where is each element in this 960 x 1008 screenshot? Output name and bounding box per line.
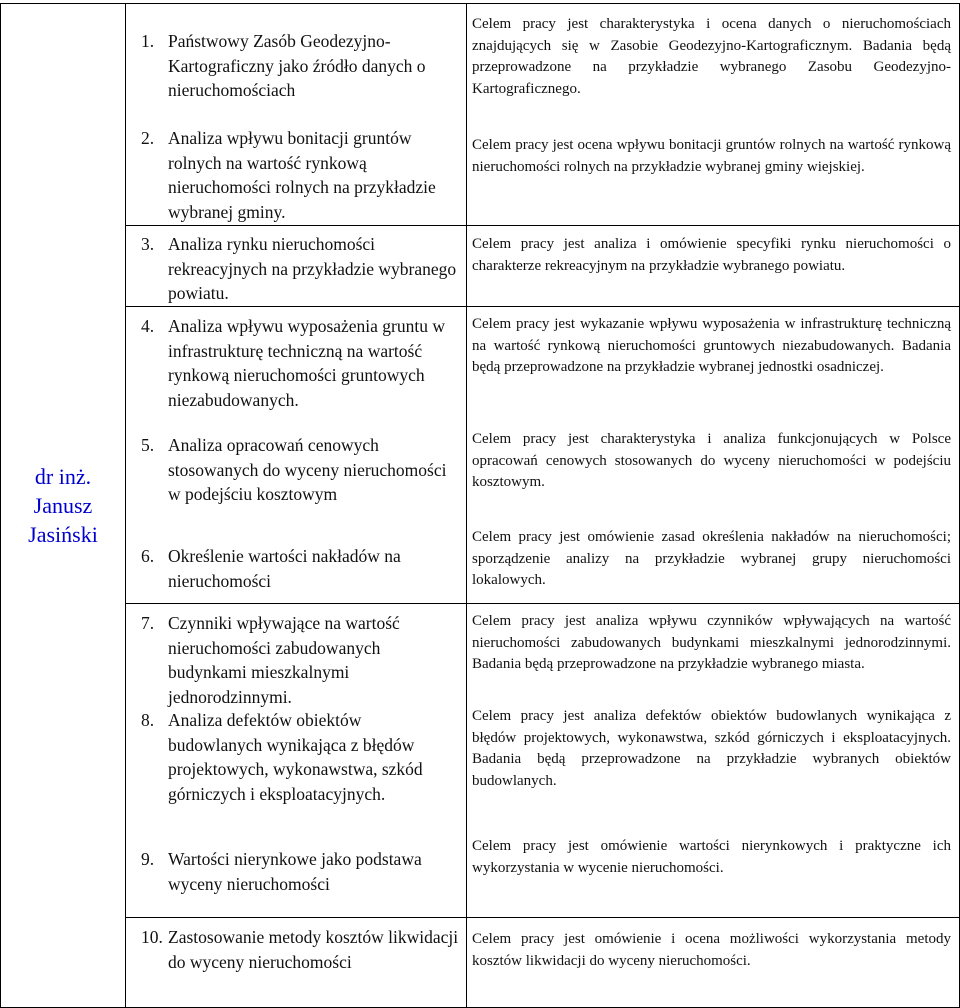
topic-number: 9.: [141, 849, 155, 869]
goal-item-9: Celem pracy jest omówienie wartości nierynkowych i praktyczne ich wykorzystania w wycenie nieruchomości.: [472, 838, 951, 876]
goal-item-4: Celem pracy jest wykazanie wpływu wyposażenia w infrastrukturę techniczną na wartość rynkową nieruchomości gruntowych niezabudowanych. Badania będą przeprowadzone na przykładzie wybranej jednostki osadniczej.: [472, 316, 951, 375]
goals-cell-4: [467, 604, 960, 918]
topic-item-10: [126, 925, 466, 974]
topic-title: Państwowy Zasób Geodezyjno-Kartograficzny jako źródło danych o nieruchomościach: [168, 31, 426, 100]
goal-item-1: Celem pracy jest charakterystyka i ocena danych o nieruchomościach znajdujących się w Zasobie Geodezyjno-Kartograficznym. Badania będą przeprowadzone na przykładzie wybranego Zasobu Geodezyjno-Kartograficznego.: [472, 16, 951, 97]
goal-item-7: Celem pracy jest analiza wpływu czynników wpływających na wartość nieruchomości zabudowanych budynkami mieszkalnymi jednorodzinnymi. Badania będą przeprowadzone na przykładzie wybranego miasta.: [472, 613, 951, 672]
goals-box: [467, 918, 959, 1007]
goals-cell-5: [467, 918, 960, 1008]
topic-title: Czynniki wpływające na wartość nieruchomości zabudowanych budynkami mieszkalnymi jednorodzinnymi.: [168, 613, 400, 707]
goal-item-8: Celem pracy jest analiza defektów obiektów budowlanych wynikająca z błędów projektowych, wykonawstwa, szkód górniczych i eksploatacyjnych. Badania będą przeprowadzone na przykładzie wybranych obiektów budowlanych.: [472, 708, 951, 789]
topic-number: 10.: [141, 927, 163, 947]
topic-number: 3.: [141, 234, 155, 254]
goals-cell-3: [467, 307, 960, 604]
goal-item-3: Celem pracy jest analiza i omówienie specyfiki rynku nieruchomości o charakterze rekreacyjnym na przykładzie wybranego powiatu.: [472, 236, 951, 274]
topic-title: Analiza opracowań cenowych stosowanych do wyceny nieruchomości w podejściu kosztowym: [168, 435, 447, 504]
goals-cell-1: [467, 4, 960, 226]
topic-title: Analiza wpływu wyposażenia gruntu w infrastrukturę techniczną na wartość rynkową nieruchomości gruntowych niezabudowanych.: [168, 316, 446, 410]
topic-title: Analiza wpływu bonitacji gruntów rolnych na wartość rynkową nieruchomości rolnych na przykładzie wybranej gminy.: [168, 128, 436, 222]
topics-box: [126, 226, 466, 306]
supervisor-cell: [1, 4, 126, 1008]
topic-title: Określenie wartości nakładów na nieruchomości: [168, 546, 401, 591]
topic-title: Zastosowanie metody kosztów likwidacji do wyceny nieruchomości: [168, 927, 459, 972]
topic-number: 1.: [141, 31, 155, 51]
topic-number: 2.: [141, 128, 155, 148]
goal-item-5: Celem pracy jest charakterystyka i analiza funkcjonujących w Polsce opracowań cenowych stosowanych do wyceny nieruchomości w podejściu kosztowym.: [472, 431, 951, 490]
goals-box: [467, 4, 959, 225]
topic-item-5: [126, 433, 466, 507]
topics-box: [126, 4, 466, 225]
topic-item-1: [126, 29, 466, 103]
topic-title: Analiza defektów obiektów budowlanych wynikająca z błędów projektowych, wykonawstwa, szkód górniczych i eksploatacyjnych.: [168, 710, 423, 804]
topics-box: [126, 918, 466, 1007]
goals-box: [467, 604, 959, 917]
supervisor-name: dr inż. Janusz Jasiński: [28, 464, 98, 547]
topic-item-9: [126, 847, 466, 896]
topics-cell-2: [126, 226, 467, 307]
topic-item-6: [126, 544, 466, 593]
topic-item-4: [126, 314, 466, 412]
topic-number: 6.: [141, 546, 155, 566]
goals-cell-2: [467, 226, 960, 307]
topics-box: [126, 604, 466, 917]
topic-number: 7.: [141, 613, 155, 633]
goal-item-10: Celem pracy jest omówienie i ocena możliwości wykorzystania metody kosztów likwidacji do wyceny nieruchomości.: [472, 931, 951, 969]
goal-item-6: Celem pracy jest omówienie zasad określenia nakładów na nieruchomości; sporządzenie analizy na przykładzie wybranej grupy nieruchomości lokalowych.: [472, 529, 951, 588]
topics-cell-5: [126, 918, 467, 1008]
goals-box: [467, 226, 959, 306]
topic-item-2: [126, 126, 466, 224]
topic-title: Analiza rynku nieruchomości rekreacyjnych na przykładzie wybranego powiatu.: [168, 234, 457, 303]
topic-number: 5.: [141, 435, 155, 455]
topic-item-8: [126, 708, 466, 806]
goal-item-2: Celem pracy jest ocena wpływu bonitacji gruntów rolnych na wartość rynkową nieruchomości rolnych na przykładzie wybranej gminy wiejskiej.: [472, 137, 951, 175]
topic-item-3: [126, 232, 466, 306]
goals-box: [467, 307, 959, 603]
topic-number: 4.: [141, 316, 155, 336]
topic-item-7: [126, 611, 466, 709]
topics-cell-4: [126, 604, 467, 918]
topics-cell-1: [126, 4, 467, 226]
topics-cell-3: [126, 307, 467, 604]
topic-number: 8.: [141, 710, 155, 730]
topic-title: Wartości nierynkowe jako podstawa wyceny nieruchomości: [168, 849, 422, 894]
topics-box: [126, 307, 466, 603]
thesis-topics-table: [0, 3, 960, 1008]
